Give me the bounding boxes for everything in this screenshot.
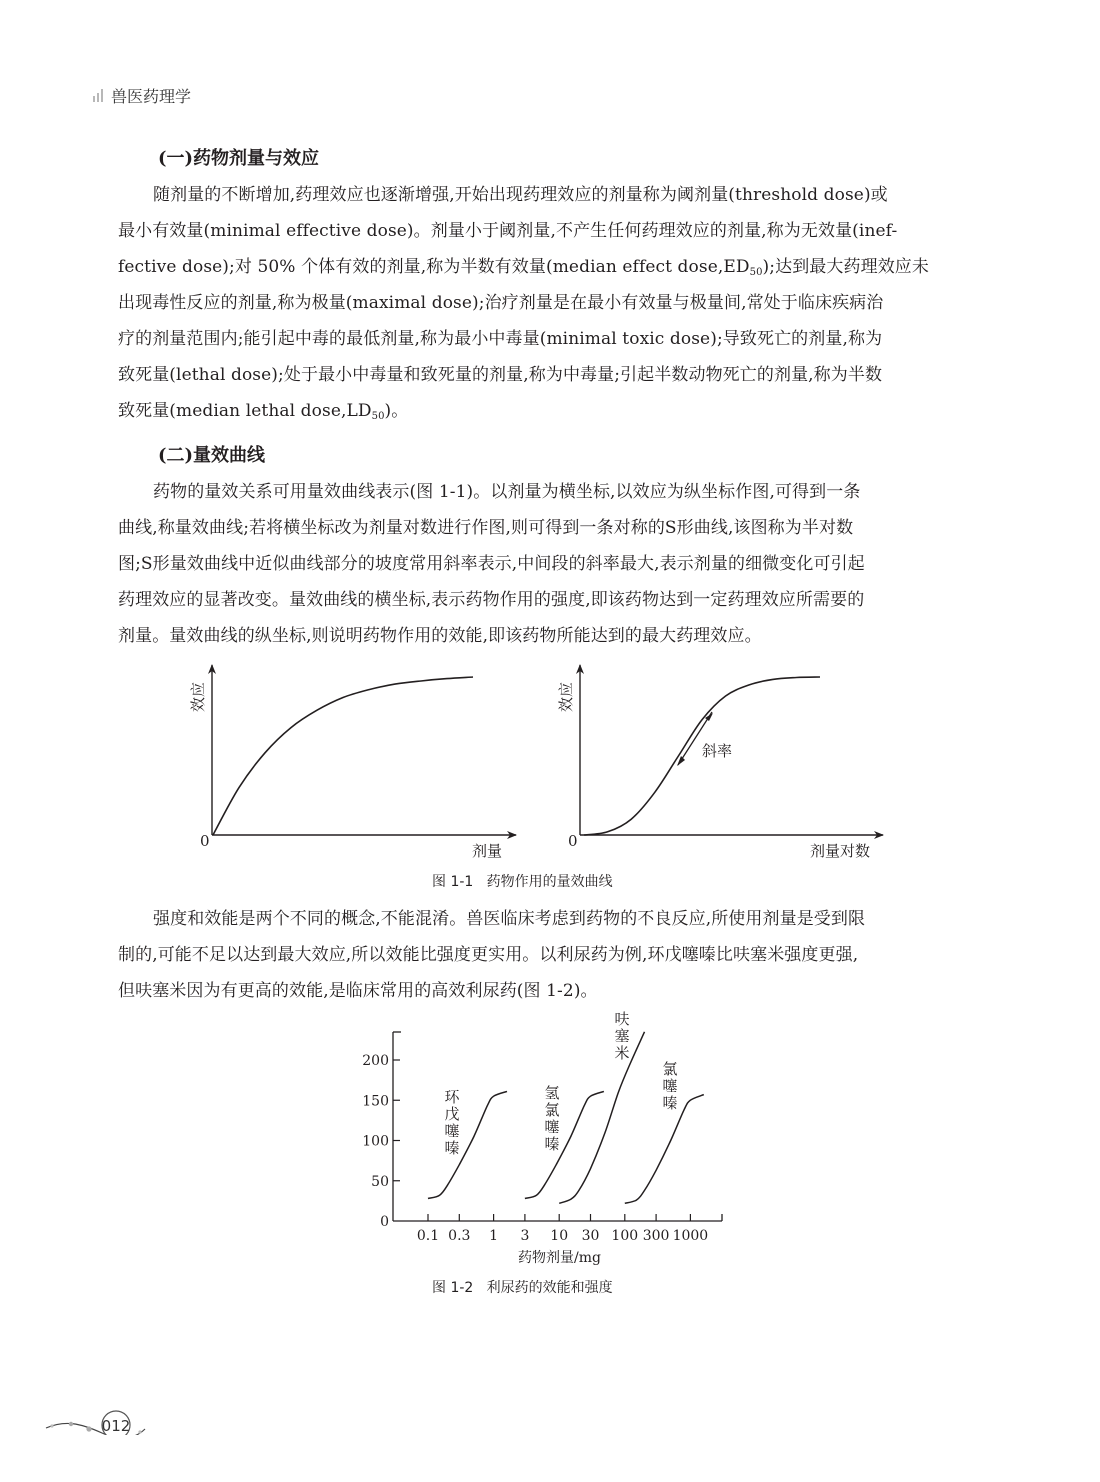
fig2-series-label-char: 氢 — [544, 1084, 560, 1102]
bar-chart-icon — [93, 88, 103, 102]
fig2-y-tick-label: 150 — [362, 1093, 389, 1110]
fig2-x-tick-label: 1000 — [672, 1228, 709, 1244]
paragraph-line: 强度和效能是两个不同的概念,不能混淆。兽医临床考虑到药物的不良反应,所使用剂量是受到限 — [153, 909, 866, 929]
fig2-series-label-char: 环 — [444, 1088, 460, 1106]
paragraph-line — [118, 400, 953, 422]
fig2-curve-2 — [525, 1091, 604, 1198]
fig2-series-label-char: 米 — [614, 1044, 630, 1062]
paragraph-line: 致死量(lethal dose);处于最小中毒量和致死量的剂量,称为中毒量;引起半数动物死亡的剂量,称为半数 — [118, 365, 883, 385]
subscript: 50 — [371, 411, 385, 422]
paragraph-line: 最小有效量(minimal effective dose)。剂量小于阈剂量,不产生任何药理效应的剂量,称为无效量(inef- — [118, 221, 898, 241]
paragraph-line — [118, 256, 953, 278]
paragraph-line: 制的,可能不足以达到最大效应,所以效能比强度更实用。以利尿药为例,环戊噻嗪比呋塞米强度更强, — [118, 945, 859, 965]
fig2-x-tick-label: 0.1 — [416, 1228, 440, 1244]
paragraph-line: 剂量。量效曲线的纵坐标,则说明药物作用的效能,即该药物所能达到的最大药理效应。 — [118, 626, 762, 646]
subscript: 50 — [749, 267, 763, 278]
fig2-series-label-char: 塞 — [614, 1027, 630, 1045]
slope-label: 斜率 — [702, 742, 733, 760]
fig2-x-tick-label: 300 — [642, 1228, 670, 1244]
section-heading-dose-effect: (一)药物剂量与效应 — [158, 148, 320, 169]
fig2-series-label — [614, 1010, 629, 1062]
fig2-x-tick-label: 3 — [520, 1228, 530, 1244]
figure-1-2 — [0, 1010, 1100, 1270]
fig2-series-label — [444, 1088, 460, 1157]
paragraph-line: 曲线,称量效曲线;若将横坐标改为剂量对数进行作图,则可得到一条对称的S形曲线,该图称为半对数 — [118, 518, 854, 538]
right-x-label: 剂量对数 — [810, 842, 871, 860]
line-text: )。 — [384, 401, 409, 421]
page-number: 012 — [101, 1417, 131, 1435]
fig2-x-tick-label: 0.3 — [448, 1228, 471, 1244]
fig2-series-label-char: 氯 — [662, 1060, 678, 1078]
figure-1-2-caption: 图 1-2 利尿药的效能和强度 — [432, 1280, 613, 1296]
fig2-series-label-char: 呋 — [614, 1010, 630, 1028]
fig2-y-tick-label: 200 — [362, 1053, 389, 1069]
fig2-x-tick-label: 100 — [611, 1228, 639, 1244]
right-y-label: 效应 — [557, 681, 575, 712]
running-header — [93, 84, 191, 106]
fig2-curve-3 — [559, 1032, 644, 1204]
fig2-series-label-char: 嗪 — [662, 1094, 678, 1112]
wave-ornament-icon — [40, 1395, 150, 1435]
fig2-series-label-char: 氯 — [544, 1101, 560, 1119]
fig2-x-tick-label: 1 — [489, 1228, 499, 1244]
right-origin-label: 0 — [568, 832, 578, 850]
paragraph-line: 疗的剂量范围内;能引起中毒的最低剂量,称为最小中毒量(minimal toxic dose);导致死亡的剂量,称为 — [118, 329, 883, 349]
paragraph-line: 随剂量的不断增加,药理效应也逐渐增强,开始出现药理效应的剂量称为阈剂量(threshold dose)或 — [153, 185, 888, 205]
fig2-series-label-char: 嗪 — [544, 1135, 560, 1153]
fig2-x-tick-label: 30 — [581, 1228, 600, 1244]
fig2-curves — [428, 1010, 704, 1203]
fig2-series-label — [544, 1084, 559, 1153]
fig2-series-label-char: 嗪 — [444, 1139, 460, 1157]
fig2-x-label: 药物剂量/mg — [518, 1250, 601, 1266]
page-footer — [40, 1395, 150, 1439]
fig2-x-tick-label: 10 — [550, 1228, 569, 1244]
paragraph-line: 但呋塞米因为有更高的效能,是临床常用的高效利尿药(图 1-2)。 — [118, 981, 598, 1001]
line-text: 致死量(median lethal dose,LD — [118, 401, 372, 421]
paragraph-line: 药物的量效关系可用量效曲线表示(图 1-1)。以剂量为横坐标,以效应为纵坐标作图,可得到一条 — [153, 482, 861, 502]
line-text: fective dose);对 50% 个体有效的剂量,称为半数有效量(median effect dose,ED — [118, 257, 750, 277]
fig2-series-label — [662, 1060, 677, 1112]
left-origin-label: 0 — [200, 832, 210, 850]
line-text: );达到最大药理效应未 — [762, 257, 930, 277]
fig2-series-label-char: 噻 — [662, 1077, 678, 1095]
fig2-series-label-char: 噻 — [544, 1118, 560, 1136]
book-title: 兽医药理学 — [111, 86, 192, 106]
left-y-label: 效应 — [189, 681, 207, 712]
fig2-series-label-char: 戊 — [444, 1105, 460, 1123]
fig2-y-tick-label: 100 — [362, 1133, 389, 1150]
paragraph-line: 药理效应的显著改变。量效曲线的横坐标,表示药物作用的强度,即该药物达到一定药理效应所需要的 — [118, 590, 865, 610]
fig2-y-tick-label: 50 — [371, 1173, 389, 1190]
figure-1-1-caption: 图 1-1 药物作用的量效曲线 — [432, 874, 613, 890]
fig2-y-tick-label: 0 — [380, 1214, 389, 1230]
figure-1-1 — [0, 660, 1100, 880]
paragraph-line: 出现毒性反应的剂量,称为极量(maximal dose);治疗剂量是在最小有效量与极量间,常处于临床疾病治 — [118, 293, 884, 313]
paragraph-line: 图;S形量效曲线中近似曲线部分的坡度常用斜率表示,中间段的斜率最大,表示剂量的细微变化可引起 — [118, 554, 865, 574]
left-dose-response-curve — [213, 677, 473, 835]
section-heading-dose-response-curve: (二)量效曲线 — [158, 445, 266, 466]
left-x-label: 剂量 — [472, 842, 503, 860]
fig2-series-label-char: 噻 — [444, 1122, 460, 1140]
fig2-curve-1 — [428, 1091, 507, 1198]
